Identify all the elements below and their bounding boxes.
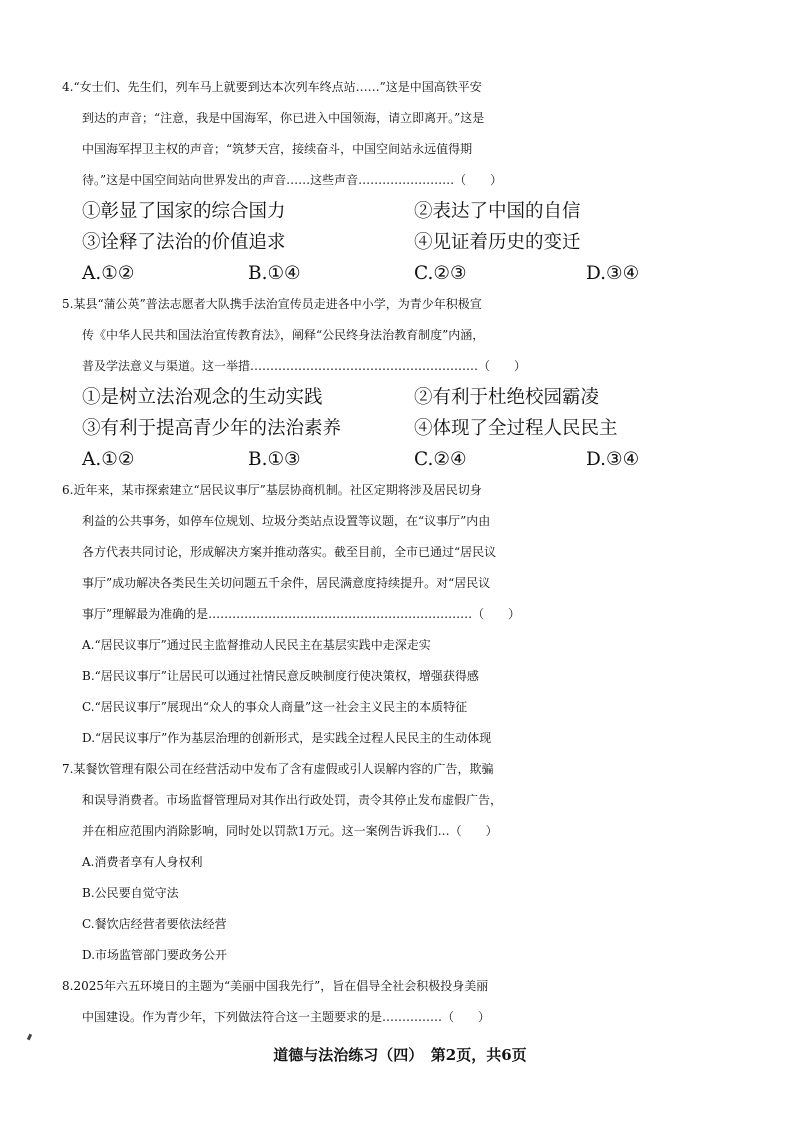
q4-answer-c[interactable]: C.②③ (414, 263, 467, 284)
q5-statement: ①是树立法治观念的生动实践 (82, 387, 323, 408)
q4-statement: ①彰显了国家的综合国力 (82, 201, 286, 222)
q4-stem-line: 4.“女士们、先生们，列车马上就要到达本次列车终点站……”这是中国高铁平安 (62, 80, 482, 94)
q4-statement: ②表达了中国的自信 (414, 201, 581, 222)
q7-stem-line: 和误导消费者。市场监督管理局对其作出行政处罚，责令其停止发布虚假广告， (82, 793, 503, 807)
q7-option-b[interactable]: B.公民要自觉守法 (82, 886, 179, 900)
q5-answer-c[interactable]: C.②④ (414, 449, 467, 470)
q5-statement: ④体现了全过程人民民主 (414, 418, 618, 439)
q6-stem-line: 事厅”成功解决各类民生关切问题五千余件，居民满意度持续提升。对“居民议 (82, 576, 491, 590)
q5-answer-a[interactable]: A.①② (82, 449, 135, 470)
q5-answer-d[interactable]: D.③④ (586, 449, 640, 470)
q4-answer-b[interactable]: B.①④ (248, 263, 301, 284)
q5-stem-line: 5.某县“蒲公英”普法志愿者大队携手法治宣传员走进各中小学，为青少年积极宣 (62, 297, 482, 311)
q8-stem-line: 中国建设。作为青少年，下列做法符合这一主题要求的是……………（ ） (82, 1010, 491, 1024)
q5-statement: ②有利于杜绝校园霸凌 (414, 387, 600, 408)
q4-stem-line: 到达的声音；“注意，我是中国海军，你已进入中国领海，请立即离开。”这是 (82, 111, 485, 125)
q5-answer-b[interactable]: B.①③ (248, 449, 301, 470)
q7-option-a[interactable]: A.消费者享有人身权利 (82, 855, 203, 869)
q7-option-c[interactable]: C.餐饮店经营者要依法经营 (82, 917, 227, 931)
q6-stem-line: 各方代表共同讨论，形成解决方案并推动落实。截至目前，全市已通过“居民议 (82, 545, 497, 559)
q7-stem-line: 并在相应范围内消除影响，同时处以罚款1万元。这一案例告诉我们…（ ） (82, 824, 498, 838)
page-footer: 道德与法治练习（四） 第2页，共6页 (273, 1046, 527, 1064)
q6-option-a[interactable]: A.“居民议事厅”通过民主监督推动人民民主在基层实践中走深走实 (82, 638, 431, 652)
q4-statement: ④见证着历史的变迁 (414, 232, 581, 253)
q5-stem-line: 普及学法意义与渠道。这一举措…………………………………………………（ ） (82, 359, 527, 373)
q5-stem-line: 传《中华人民共和国法治宣传教育法》，阐释“公民终身法治教育制度”内涵， (82, 328, 485, 342)
q4-answer-a[interactable]: A.①② (82, 263, 135, 284)
q4-stem-line: 待。”这是中国空间站向世界发出的声音……这些声音……………………（ ） (82, 173, 503, 187)
scan-mark (27, 1034, 32, 1041)
q6-stem-line: 6.近年来，某市探索建立“居民议事厅”基层协商机制。社区定期将涉及居民切身 (62, 483, 482, 497)
q5-statement: ③有利于提高青少年的法治素养 (82, 418, 342, 439)
q6-option-d[interactable]: D.“居民议事厅”作为基层治理的创新形式，是实践全过程人民民主的生动体现 (82, 731, 492, 745)
q6-option-c[interactable]: C.“居民议事厅”展现出“众人的事众人商量”这一社会主义民主的本质特征 (82, 700, 468, 714)
q4-stem-line: 中国海军捍卫主权的声音；“筑梦天宫，接续奋斗，中国空间站永远值得期 (82, 142, 473, 156)
q6-option-b[interactable]: B.“居民议事厅”让居民可以通过社情民意反映制度行使决策权，增强获得感 (82, 669, 479, 683)
q7-option-d[interactable]: D.市场监管部门要政务公开 (82, 948, 228, 962)
q6-stem-line: 事厅”理解最为准确的是…………………………………………………………（ ） (82, 607, 521, 621)
q7-stem-line: 7.某餐饮管理有限公司在经营活动中发布了含有虚假或引人误解内容的广告，欺骗 (62, 762, 494, 776)
q8-stem-line: 8.2025年六五环境日的主题为“美丽中国我先行”，旨在倡导全社会积极投身美丽 (62, 979, 489, 993)
q4-statement: ③诠释了法治的价值追求 (82, 232, 286, 253)
q6-stem-line: 利益的公共事务，如停车位规划、垃圾分类站点设置等议题，在“议事厅”内由 (82, 514, 491, 528)
q4-answer-d[interactable]: D.③④ (586, 263, 640, 284)
